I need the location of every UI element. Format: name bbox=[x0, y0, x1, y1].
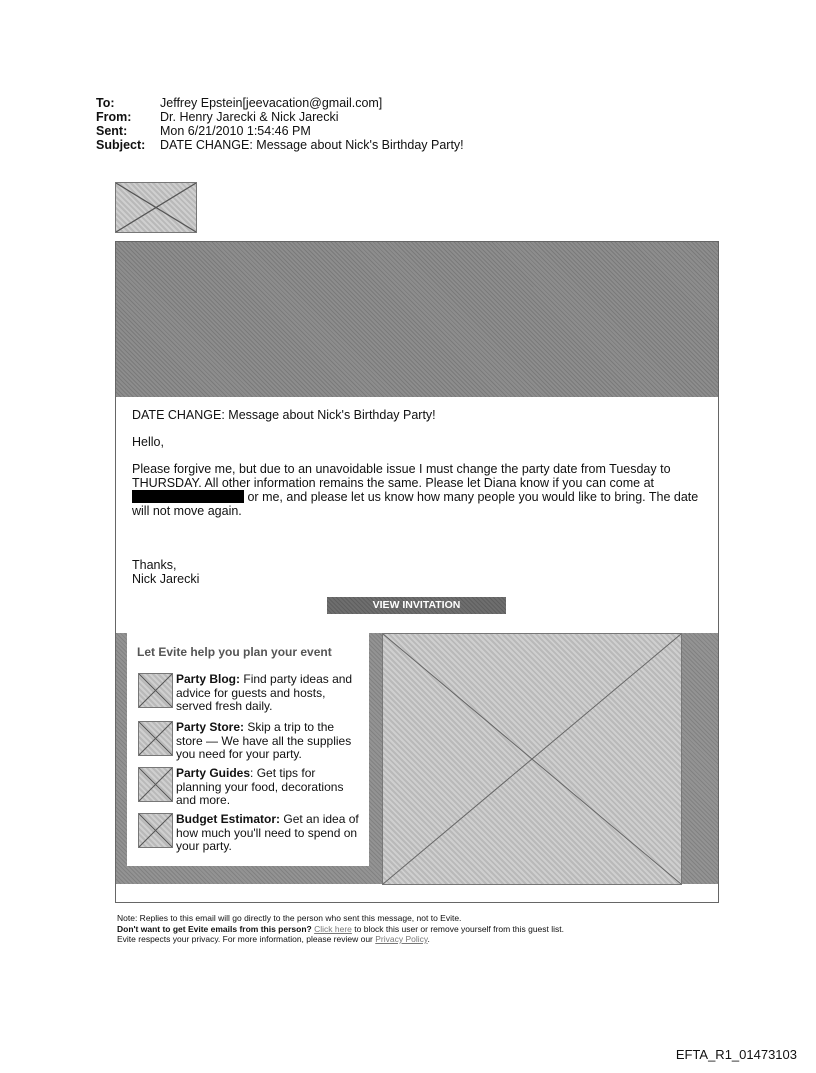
footer-block-line bbox=[117, 924, 564, 935]
from-label: From: bbox=[96, 110, 132, 124]
sent-label: Sent: bbox=[96, 124, 128, 138]
email-header bbox=[96, 96, 464, 152]
to-value: Jeffrey Epstein[jeevacation@gmail.com] bbox=[160, 96, 383, 110]
budget-estimator-icon bbox=[138, 813, 173, 848]
document-id: EFTA_R1_01473103 bbox=[675, 1047, 797, 1062]
subject-row bbox=[96, 138, 464, 152]
message-text-part2: or me, and please let us know how many people you would like to bring. The date will not move again. bbox=[132, 490, 699, 518]
promo-item-desc: Find party ideas and advice for guests and hosts, served fresh daily. bbox=[176, 672, 353, 713]
footer-privacy-line bbox=[117, 934, 564, 945]
footer-note: Note: Replies to this email will go directly to the person who sent this message, not to Evite. bbox=[117, 913, 462, 923]
from-row bbox=[96, 110, 464, 124]
message-heading: DATE CHANGE: Message about Nick's Birthday Party! bbox=[132, 408, 436, 422]
from-value: Dr. Henry Jarecki & Nick Jarecki bbox=[160, 110, 339, 124]
promo-item-title: Budget Estimator: bbox=[176, 812, 281, 826]
promo-section bbox=[116, 633, 718, 884]
sent-value: Mon 6/21/2010 1:54:46 PM bbox=[160, 124, 311, 138]
promo-item-desc: : Get tips for planning your food, decorations and more. bbox=[176, 766, 344, 807]
subject-label: Subject: bbox=[96, 138, 146, 152]
message-paragraph bbox=[132, 462, 707, 518]
to-row bbox=[96, 96, 464, 110]
sent-row bbox=[96, 124, 464, 138]
party-store-icon bbox=[138, 721, 173, 756]
party-guides-icon bbox=[138, 767, 173, 802]
message-signoff: Thanks, bbox=[132, 558, 177, 572]
promo-image-placeholder bbox=[382, 633, 682, 885]
footer-privacy-text: Evite respects your privacy. For more information, please review our bbox=[117, 934, 373, 944]
email-footer bbox=[117, 913, 564, 945]
privacy-policy-link[interactable]: Privacy Policy bbox=[375, 934, 428, 944]
to-label: To: bbox=[96, 96, 115, 110]
promo-item-title: Party Store: bbox=[176, 720, 245, 734]
email-card bbox=[115, 241, 719, 903]
redaction-block bbox=[132, 490, 244, 503]
footer-privacy-end: . bbox=[427, 934, 430, 944]
promo-item-desc: Skip a trip to the store — We have all the supplies you need for your party. bbox=[176, 720, 352, 761]
message-greeting: Hello, bbox=[132, 435, 164, 449]
promo-item-text bbox=[176, 673, 361, 714]
promo-panel bbox=[127, 633, 369, 866]
promo-item-title: Party Blog: bbox=[176, 672, 241, 686]
footer-block-bold: Don't want to get Evite emails from this person? bbox=[117, 923, 312, 934]
promo-item-desc: Get an idea of how much you'll need to spend on your party. bbox=[176, 812, 359, 853]
promo-title: Let Evite help you plan your event bbox=[137, 645, 332, 659]
view-invitation-button[interactable]: VIEW INVITATION bbox=[327, 597, 506, 614]
header-banner-image bbox=[116, 242, 718, 397]
promo-item-text bbox=[176, 813, 361, 854]
click-here-link[interactable]: Click here bbox=[314, 923, 352, 934]
subject-value: DATE CHANGE: Message about Nick's Birthday Party! bbox=[160, 138, 464, 152]
footer-block-rest: to block this user or remove yourself from this guest list. bbox=[354, 923, 565, 934]
promo-item-title: Party Guides bbox=[176, 766, 251, 780]
promo-item-text bbox=[176, 767, 361, 808]
party-blog-icon bbox=[138, 673, 173, 708]
promo-item-text bbox=[176, 721, 361, 762]
logo-image-placeholder bbox=[115, 182, 197, 233]
message-signature: Nick Jarecki bbox=[132, 572, 200, 586]
message-text-part1: Please forgive me, but due to an unavoidable issue I must change the party date from Tuesday to THURSDAY. All other information remains the same. Please let Diana know if you can come at bbox=[132, 462, 671, 490]
